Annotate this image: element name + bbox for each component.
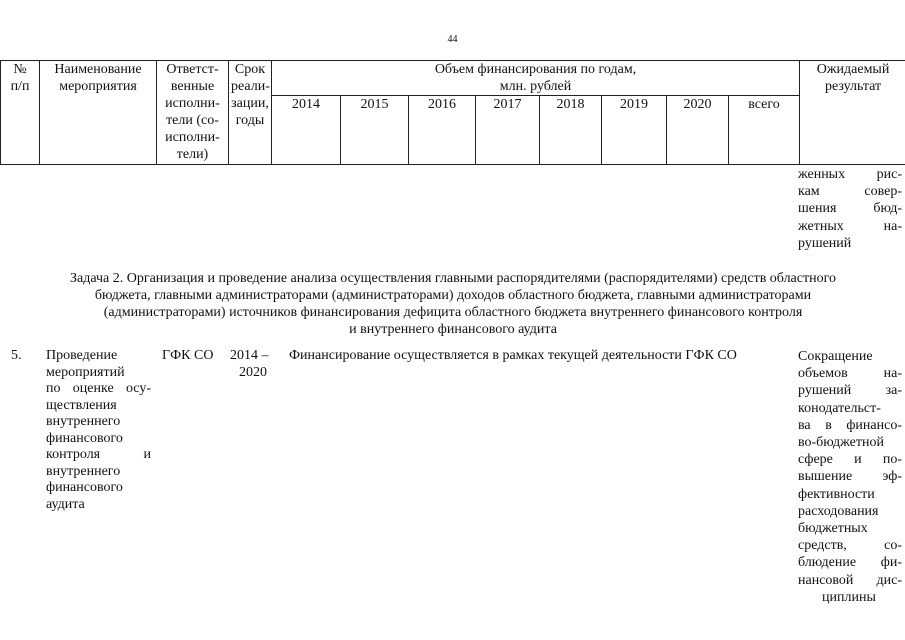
header-year-total: всего [729,96,800,165]
header-responsible: Ответст- венные исполни- тели (со- исполни- тели) [157,61,229,165]
header-name: Наименование мероприятия [40,61,157,165]
task-heading: Задача 2. Организация и проведение анализа осуществления главными распорядителями (распорядителями) средств областного бюджета, главными администраторами (администраторами) доходов областного бюджета, главными администраторами (администраторами) источников финансирования дефицита областного бюджета внутреннего финансового контроля и внутреннего финансового аудита [69,271,836,337]
page-number: 44 [447,34,458,45]
row-financing: Финансирование осуществляется в рамках текущей деятельности ГФК СО [289,348,737,363]
row-name: Проведение мероприятий по оценке осу- ществления внутреннего финансового контроля и внутреннего финансового аудита [46,348,151,512]
header-financing: Объем финансирования по годам, млн. рублей [272,61,800,96]
header-result: Ожидаемый результат [800,61,905,165]
row-number: 5. [11,348,22,363]
prev-result-continuation: женных рис- кам совер- шения бюд- жетных на- рушений [798,167,902,251]
header-year: 2014 [272,96,341,165]
header-year: 2020 [667,96,729,165]
table-header [0,60,905,165]
row-result: Сокращение объемов на- рушений за- конодательст- ва в финансо- во-бюджетной сфере и по- вышение эф- фективности расходования бюджетных средств, со- блюдение фи- нансовой дис- циплины [798,349,902,605]
header-term: Срок реали- зации, годы [229,61,272,165]
header-year: 2019 [602,96,667,165]
header-year: 2018 [540,96,602,165]
header-year: 2017 [476,96,540,165]
header-num: № п/п [1,61,40,165]
header-year: 2016 [409,96,476,165]
row-responsible: ГФК СО [162,348,214,363]
header-year: 2015 [341,96,409,165]
row-term: 2014 – 2020 [230,348,269,380]
